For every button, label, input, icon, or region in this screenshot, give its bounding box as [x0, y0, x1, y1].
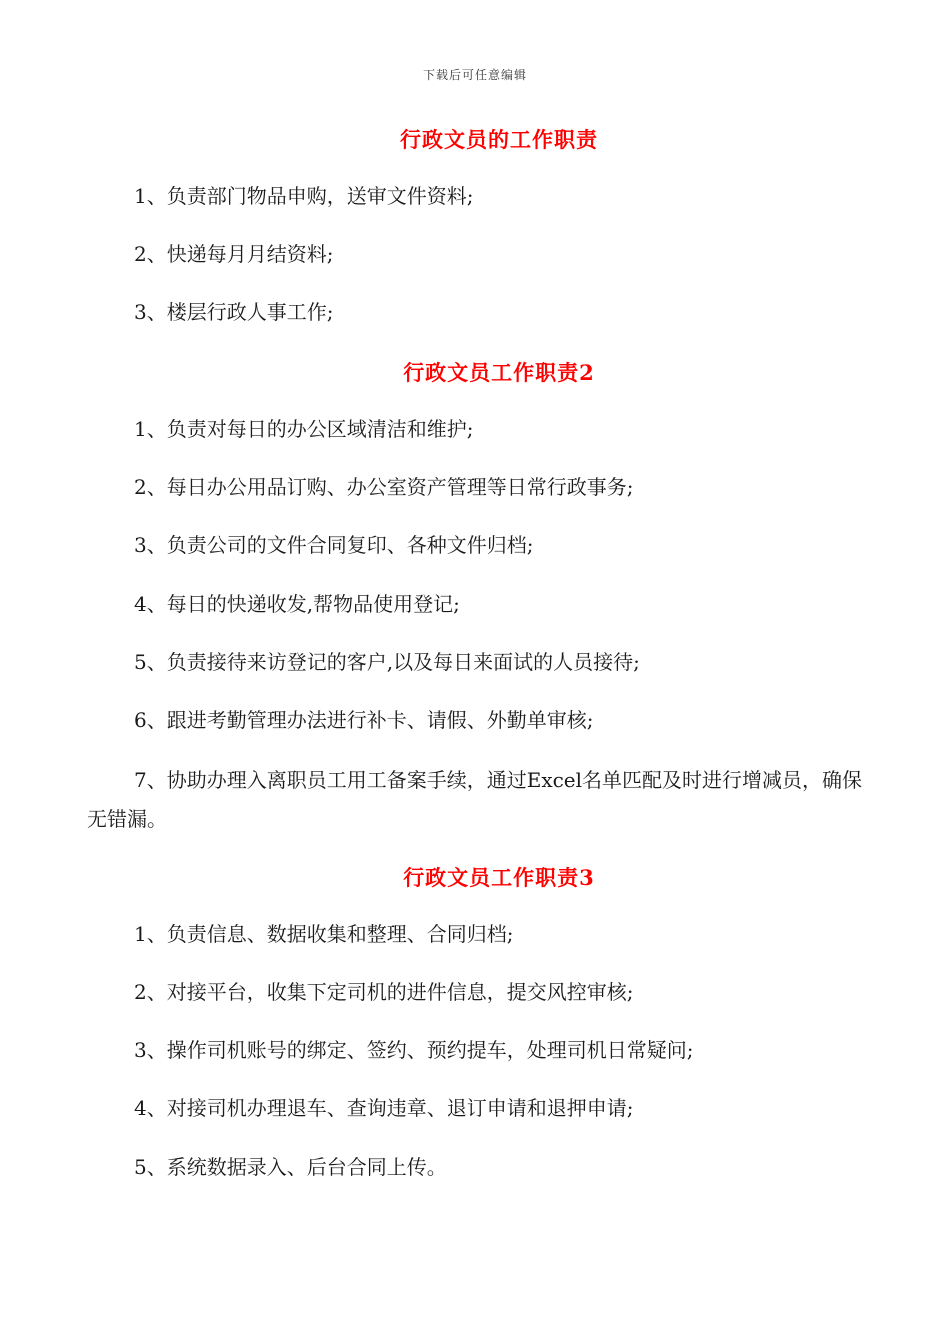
page-header-note: 下载后可任意编辑	[422, 68, 527, 82]
list-item: 6、跟进考勤管理办法进行补卡、请假、外勤单审核;	[134, 708, 594, 732]
list-item: 5、负责接待来访登记的客户,以及每日来面试的人员接待;	[134, 650, 640, 674]
list-item: 2、快递每月月结资料;	[134, 242, 334, 266]
section-title-1: 行政文员的工作职责	[400, 127, 598, 152]
list-item: 2、每日办公用品订购、办公室资产管理等日常行政事务;	[134, 475, 634, 499]
list-item: 4、对接司机办理退车、查询违章、退订申请和退押申请;	[134, 1096, 634, 1120]
section-title-2: 行政文员工作职责2	[403, 360, 595, 385]
list-item: 3、操作司机账号的绑定、签约、预约提车，处理司机日常疑问;	[134, 1038, 694, 1062]
list-item: 1、负责信息、数据收集和整理、合同归档;	[134, 922, 514, 946]
list-item: 4、每日的快递收发,帮物品使用登记;	[134, 592, 460, 616]
list-item: 3、楼层行政人事工作;	[134, 300, 334, 324]
list-item: 1、负责部门物品申购，送审文件资料;	[134, 184, 474, 208]
list-item: 1、负责对每日的办公区域清洁和维护;	[134, 417, 474, 441]
list-item: 5、系统数据录入、后台合同上传。	[134, 1155, 447, 1179]
list-item: 2、对接平台，收集下定司机的进件信息，提交风控审核;	[134, 980, 634, 1004]
list-item: 7、协助办理入离职员工用工备案手续，通过Excel名单匹配及时进行增减员，确保无错漏。	[87, 768, 863, 831]
list-item: 3、负责公司的文件合同复印、各种文件归档;	[134, 533, 534, 557]
section-title-3: 行政文员工作职责3	[403, 865, 595, 890]
